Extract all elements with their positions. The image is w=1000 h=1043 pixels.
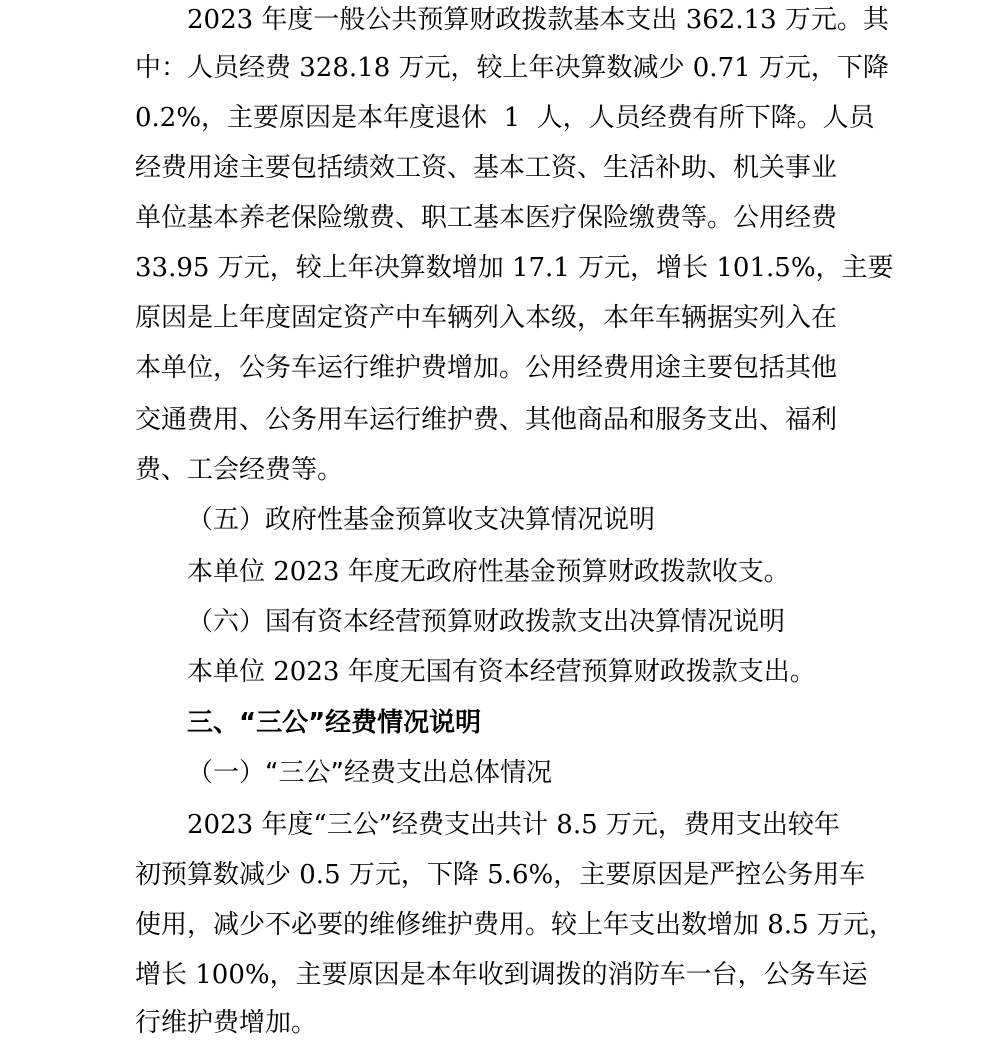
section-heading: （一）“三公”经费支出总体情况 (187, 758, 552, 788)
paragraph-line: 中：人员经费 328.18 万元，较上年决算数减少 0.71 万元，下降 (135, 53, 889, 83)
paragraph-line: 33.95 万元，较上年决算数增加 17.1 万元，增长 101.5%，主要 (135, 253, 894, 283)
paragraph-line: 使用，减少不必要的维修维护费用。较上年支出数增加 8.5 万元， (135, 910, 895, 940)
section-heading: （六）国有资本经营预算财政拨款支出决算情况说明 (187, 607, 786, 637)
chapter-heading: 三、“三公”经费情况说明 (187, 708, 482, 738)
paragraph-line: 交通费用、公务用车运行维护费、其他商品和服务支出、福利 (135, 405, 838, 435)
paragraph-line: 单位基本养老保险缴费、职工基本医疗保险缴费等。公用经费 (135, 203, 838, 233)
paragraph-line: 0.2%，主要原因是本年度退休 1 人，人员经费有所下降。人员 (135, 103, 875, 133)
section-body: 本单位 2023 年度无国有资本经营预算财政拨款支出。 (187, 657, 816, 687)
paragraph-line: 原因是上年度固定资产中车辆列入本级，本年车辆据实列入在 (135, 303, 838, 333)
section-body: 本单位 2023 年度无政府性基金预算财政拨款收支。 (187, 557, 790, 587)
paragraph-line: 费、工会经费等。 (135, 455, 344, 485)
paragraph-line: 增长 100%，主要原因是本年收到调拨的消防车一台，公务车运 (135, 960, 868, 990)
section-heading: （五）政府性基金预算收支决算情况说明 (187, 505, 656, 535)
paragraph-line: 经费用途主要包括绩效工资、基本工资、生活补助、机关事业 (135, 153, 838, 183)
paragraph-line: 本单位，公务车运行维护费增加。公用经费用途主要包括其他 (135, 353, 838, 383)
paragraph-line: 2023 年度一般公共预算财政拨款基本支出 362.13 万元。其 (187, 5, 889, 35)
paragraph-line: 初预算数减少 0.5 万元，下降 5.6%，主要原因是严控公务用车 (135, 860, 866, 890)
paragraph-line: 行维护费增加。 (135, 1008, 318, 1038)
paragraph-line: 2023 年度“三公”经费支出共计 8.5 万元，费用支出较年 (187, 810, 840, 840)
